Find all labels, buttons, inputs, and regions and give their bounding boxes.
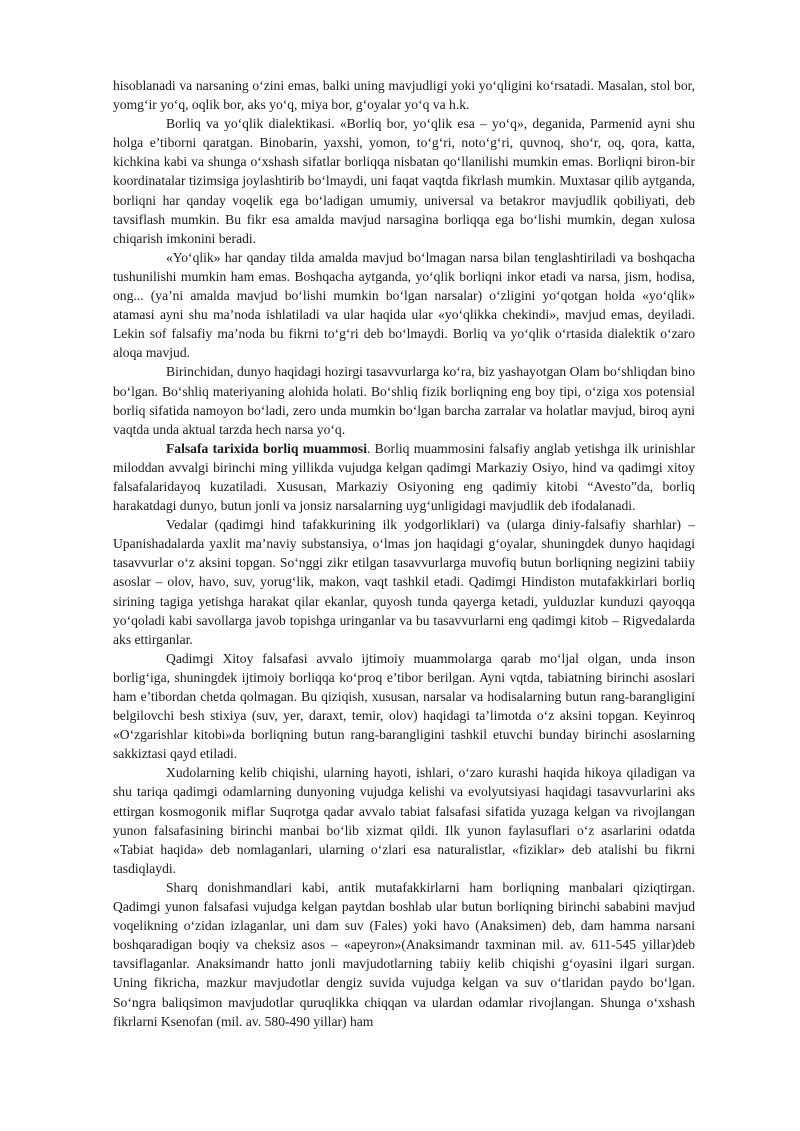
- paragraph-being-nothingness-dialectics: [113, 114, 695, 248]
- paragraph-bold-lead: Falsafa tarixida borliq muammosi: [166, 440, 367, 456]
- paragraph-text: «Yoʻqlik» har qanday tilda amalda mavjud boʻlmagan narsa bilan tenglashtiriladi va boshqacha tushunilishi mumkin ham emas. Boshqacha aytganda, yoʻqlik borliqni inkor etadi va narsa, jism, hodisa, ong... (ya’ni amalda mavjud boʻlishi mumkin boʻlgan narsalar) oʻzligini yoʻqotgan holda «yoʻqlik» atamasi ayni shu ma’noda ishlatiladi va ular haqida ular «yoʻqlikka chekindi», mavjud emas, deyiladi. Lekin sof falsafiy ma’noda bu fikrni toʻgʻri deb boʻlmaydi. Borliq va yoʻqlik oʻrtasida dialektik oʻzaro aloqa mavjud.: [113, 249, 695, 361]
- paragraph-text: Vedalar (qadimgi hind tafakkurining ilk yodgorliklari) va (ularga diniy-falsafiy sharhlar) – Upanishadalarda yaxlit ma’naviy substansiya, oʻlmas jon haqidagi gʻoyalar, shuningdek dunyo haqidagi tasavvurlar oʻz aksini topgan. Soʻnggi zikr etilgan tasavvurlarga muvofiq butun borliqning negizini tabiiy asoslar – olov, havo, suv, yorugʻlik, makon, vaqt tashkil etadi. Qadimgi Hindiston mutafakkirlari borliq sirining tagiga yetishga harakat qilar ekanlar, quyosh tunda qayerga ketadi, yulduzlar kunduzi qayoqqa yoʻqoladi kabi savollarga javob topishga uringanlar va bu tasavvurlarni eng qadimgi kitob – Rigvedalarda aks ettirganlar.: [113, 517, 695, 647]
- paragraph-greek-myths: [113, 763, 695, 878]
- paragraph-antique-thinkers: [113, 878, 695, 1031]
- document-page: [113, 76, 695, 1031]
- paragraph-nothingness: [113, 248, 695, 363]
- paragraph-text: hisoblanadi va narsaning oʻzini emas, balki uning mavjudligi yoki yoʻqligini koʻrsatadi. Masalan, stol bor, yomgʻir yoʻq, oqlik bor, aks yoʻq, miya bor, gʻoyalar yoʻq va h.k.: [113, 78, 695, 113]
- paragraph-ancient-china: [113, 649, 695, 764]
- paragraph-continuation: [113, 76, 695, 114]
- paragraph-text: Qadimgi Xitoy falsafasi avvalo ijtimoiy muammolarga qarab moʻljal olgan, unda inson borligʻiga, shuningdek ijtimoiy borliqqa koʻproq e’tibor berilgan. Ayni vqtda, tabiatning birinchi asoslari ham e’tibordan chetda qolmagan. Bu qiziqish, xususan, narsalar va hodisalarning butun rang-barangligini belgilovchi besh stixiya (suv, yer, daraxt, temir, olov) haqidagi ta’limotda oʻz aksini topgan. Keyinroq «Oʻzgarishlar kitobi»da borliqning butun rang-barangligini tashkil etuvchi bunday birinchi asoslarning sakkiztasi qayd etiladi.: [113, 650, 695, 762]
- paragraph-text: Sharq donishmandlari kabi, antik mutafakkirlarni ham borliqning manbalari qiziqtirgan. Qadimgi yunon falsafasi vujudga kelgan paytdan boshlab ular butun borliqning birinchi sababini mavjud voqelikning oʻzidan izlaganlar, uni dam suv (Fales) yoki havo (Anaksimen) deb, dam hamma narsani boshqaradigan boqiy va cheksiz asos – «apeyron»(Anaksimandr taxminan mil. av. 611-545 yillar)deb tavsiflaganlar. Anaksimandr hatto jonli mavjudotlarning tabiiy kelib chiqishi gʻoyasini ilgari surgan. Uning fikricha, mazkur mavjudotlar dengiz suvida vujudga kelgan va suv oʻtlaridan paydo boʻlgan. Soʻngra baliqsimon mavjudotlar quruqlikka chiqqan va ulardan odamlar rivojlangan. Shunga oʻxshash fikrlarni Ksenofan (mil. av. 580-490 yillar) ham: [113, 879, 695, 1029]
- paragraph-text: Borliq va yoʻqlik dialektikasi. «Borliq bor, yoʻqlik esa – yoʻq», deganida, Parmenid ayni shu holga e’tiborni qaratgan. Binobarin, yaxshi, yomon, toʻgʻri, notoʻgʻri, quvnoq, shoʻr, oq, qora, katta, kichkina kabi va shunga oʻxshash sifatlar borliqqa nisbatan qoʻllanilishi mumkin emas. Borliqni biron-bir koordinatalar tizimsiga joylashtirib boʻlmaydi, uni faqat vaqtda fikrlash mumkin. Muxtasar qilib aytganda, borliqni har qanday voqelik ega boʻladigan umumiy, universal va betakror mavjudlik qobiliyati, deb tavsiflash mumkin. Bu fikr esa amalda mavjud narsagina borliqqa ega boʻlishi mumkin, degan xulosa chiqarish imkonini beradi.: [113, 116, 695, 246]
- paragraph-history-of-being: [113, 439, 695, 515]
- paragraph-text: Xudolarning kelib chiqishi, ularning hayoti, ishlari, oʻzaro kurashi haqida hikoya qiladigan va shu tariqa qadimgi odamlarning dunyoning vujudga kelishi va evolyutsiyasi haqidagi tasavvurlarini aks ettirgan kosmogonik miflar Suqrotga qadar avvalo tabiat falsafasi sifatida yuzaga kelgan va rivojlangan yunon falsafasining birinchi manbai boʻlib xizmat qildi. Ilk yunon faylasuflari oʻz asarlarini odatda «Tabiat haqida» deb nomlaganlari, ularning oʻzlari esa naturalistlar, «fiziklar» deb atalishi bu fikrni tasdiqlaydi.: [113, 765, 695, 876]
- paragraph-firstly: [113, 362, 695, 438]
- paragraph-vedas: [113, 515, 695, 649]
- paragraph-text: Birinchidan, dunyo haqidagi hozirgi tasavvurlarga koʻra, biz yashayotgan Olam boʻshliqdan bino boʻlgan. Boʻshliq materiyaning alohida holati. Boʻshliq fizik borliqning eng boy tipi, oʻziga xos potensial borliq sifatida namoyon boʻladi, zero unda mumkin boʻlgan barcha zarralar va holatlar mavjud, biroq ayni vaqtda unda aktual tarzda hech narsa yoʻq.: [113, 364, 695, 437]
- paragraph-text: . Borliq muammosini falsafiy anglab yetishga ilk urinishlar miloddan avvalgi birinchi ming yillikda vujudga kelgan qadimgi Markaziy Osiyo, hind va qadimgi xitoy falsafalaridayoq kuzatiladi. Xususan, Markaziy Osiyoning eng qadimiy kitobi “Avesto”da, borliq harakatdagi dunyo, butun jonli va jonsiz narsalarning uygʻunligidagi mavjudlik deb ifodalanadi.: [113, 440, 695, 514]
